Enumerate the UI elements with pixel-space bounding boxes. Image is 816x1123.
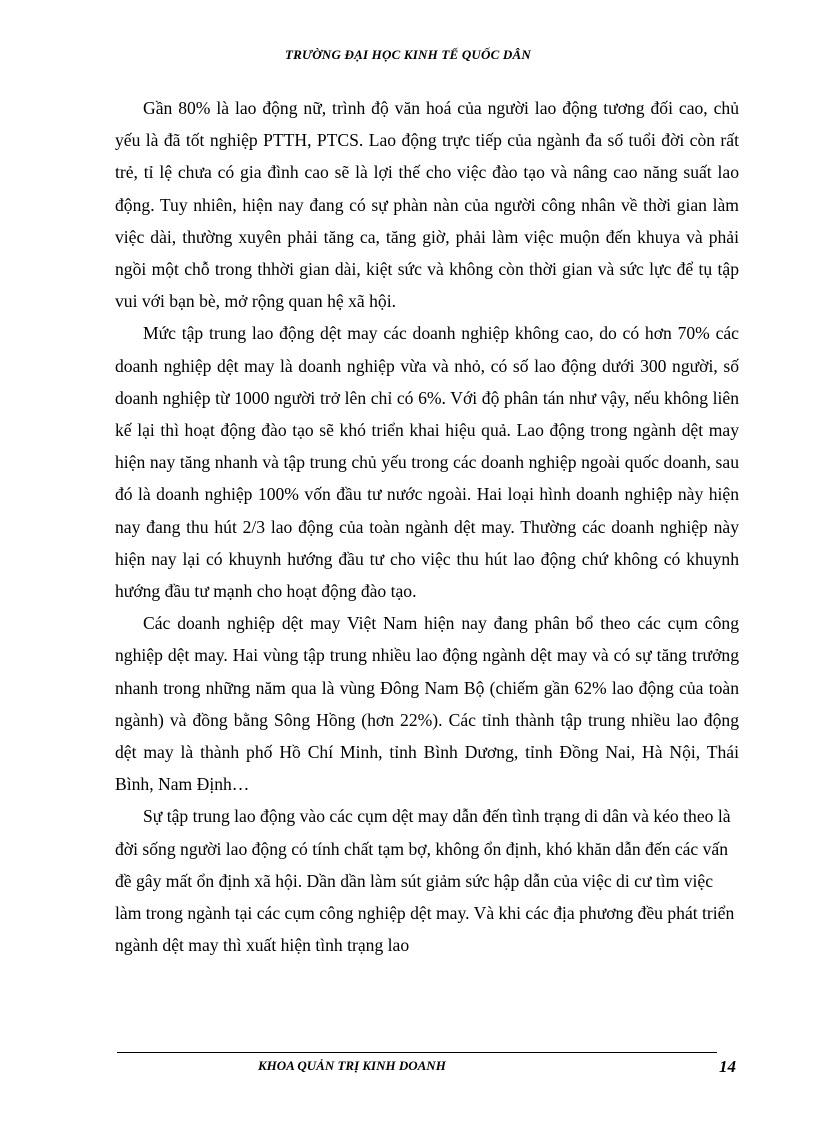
- footer-department: KHOA QUẢN TRỊ KINH DOANH: [258, 1058, 446, 1073]
- footer-divider: [117, 1052, 717, 1053]
- page-header: TRƯỜNG ĐẠI HỌC KINH TẾ QUỐC DÂN: [285, 47, 531, 62]
- paragraph-labor-concentration: Mức tập trung lao động dệt may các doanh nghiệp không cao, do có hơn 70% các doanh nghiệp dệt may là doanh nghiệp vừa và nhỏ, có số lao động dưới 300 người, số doanh nghiệp từ 1000 người trở lên chỉ có 6%. Với độ phân tán như vậy, nếu không liên kế lại thì hoạt động đào tạo sẽ khó triển khai hiệu quả. Lao động trong ngành dệt may hiện nay tăng nhanh và tập trung chủ yếu trong các doanh nghiệp ngoài quốc doanh, sau đó là doanh nghiệp 100% vốn đầu tư nước ngoài. Hai loại hình doanh nghiệp này hiện nay đang thu hút 2/3 lao động của toàn ngành dệt may. Thường các doanh nghiệp này hiện nay lại có khuynh hướng đầu tư cho việc thu hút lao động chứ không có khuynh hướng đầu tư mạnh cho hoạt động đào tạo.: [115, 323, 739, 602]
- paragraph-migration: Sự tập trung lao động vào các cụm dệt may dẫn đến tình trạng di dân và kéo theo là đời sống người lao động có tính chất tạm bợ, không ổn định, khó khăn dẫn đến các vấn đề gây mất ổn định xã hội. Dần dần làm sút giảm sức hập dẫn của việc di cư tìm việc làm trong ngành tại các cụm công nghiệp dệt may. Và khi các địa phương đều phát triển ngành dệt may thì xuất hiện tình trạng lao: [115, 806, 735, 956]
- paragraph-worker-profile: Gần 80% là lao động nữ, trình độ văn hoá của người lao động tương đối cao, chủ yếu là đã tốt nghiệp PTTH, PTCS. Lao động trực tiếp của ngành đa số tuổi đời còn rất trẻ, tỉ lệ chưa có gia đình cao sẽ là lợi thế cho việc đào tạo và nâng cao năng suất lao động. Tuy nhiên, hiện nay đang có sự phàn nàn của người công nhân về thời gian làm việc dài, thường xuyên phải tăng ca, tăng giờ, phải làm việc muộn đến khuya và phải ngồi một chỗ trong thhời gian dài, kiệt sức và không còn thời gian và sức lực để tụ tập vui với bạn bè, mở rộng quan hệ xã hội.: [115, 98, 739, 312]
- page-number: 14: [719, 1057, 736, 1076]
- paragraph-industrial-clusters: Các doanh nghiệp dệt may Việt Nam hiện nay đang phân bổ theo các cụm công nghiệp dệt may. Hai vùng tập trung nhiều lao động ngành dệt may và có sự tăng trưởng nhanh trong những năm qua là vùng Đông Nam Bộ (chiếm gần 62% lao động của toàn ngành) và đồng bằng Sông Hồng (hơn 22%). Các tỉnh thành tập trung nhiều lao động dệt may là thành phố Hồ Chí Minh, tỉnh Bình Dương, tỉnh Đồng Nai, Hà Nội, Thái Bình, Nam Định…: [115, 613, 739, 795]
- body-text: [115, 92, 739, 961]
